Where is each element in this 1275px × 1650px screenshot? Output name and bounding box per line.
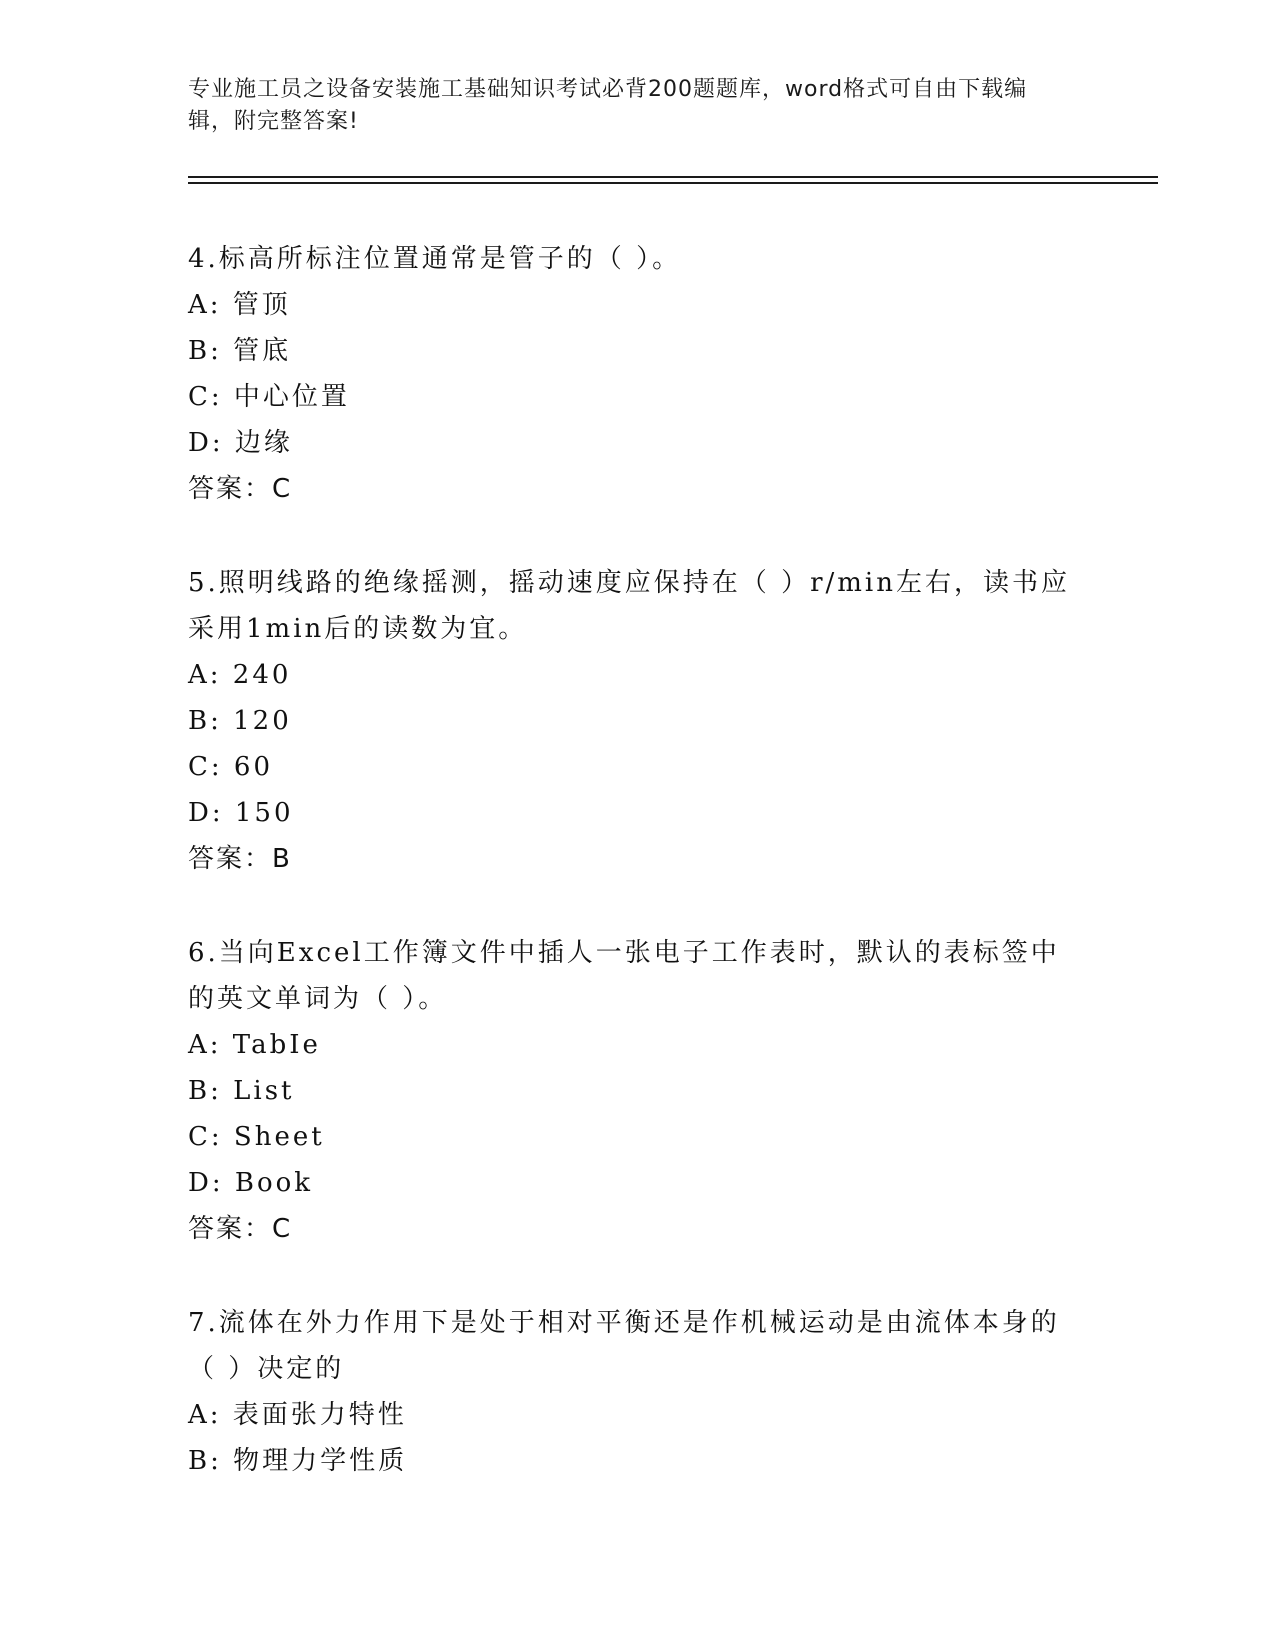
option-d: D: 边缘 xyxy=(188,428,293,458)
question-item xyxy=(188,236,1078,512)
question-stem: 6.当向Excel工作簿文件中插人一张电子工作表时，默认的表标签中的英文单词为（ ）。 xyxy=(188,938,1060,1014)
option-a: A: 表面张力特性 xyxy=(188,1400,407,1430)
document-header-title: 专业施工员之设备安装施工基础知识考试必背200题题库，word格式可自由下载编辑，附完整答案! xyxy=(188,77,1028,134)
option-b: B: 物理力学性质 xyxy=(188,1446,408,1476)
question-stem: 7.流体在外力作用下是处于相对平衡还是作机械运动是由流体本身的（ ）决定的 xyxy=(188,1308,1060,1384)
option-b: B: 120 xyxy=(188,706,292,736)
header-divider-bottom xyxy=(188,182,1158,184)
option-c: C: Sheet xyxy=(188,1122,325,1152)
option-d: D: Book xyxy=(188,1168,314,1198)
option-a: A: 管顶 xyxy=(188,290,291,320)
option-a: A: 240 xyxy=(188,660,292,690)
option-b: B: List xyxy=(188,1076,295,1106)
answer-line: 答案：C xyxy=(188,1214,293,1244)
question-stem: 5.照明线路的绝缘摇测，摇动速度应保持在（ ）r/min左右，读书应采用1min后的读数为宜。 xyxy=(188,568,1070,644)
option-b: B: 管底 xyxy=(188,336,292,366)
option-c: C: 中心位置 xyxy=(188,382,350,412)
question-item xyxy=(188,1300,1078,1484)
option-d: D: 150 xyxy=(188,798,294,828)
header-divider-top xyxy=(188,176,1158,178)
question-list xyxy=(188,236,1078,1532)
question-item xyxy=(188,930,1078,1252)
answer-line: 答案：C xyxy=(188,474,293,504)
answer-line: 答案：B xyxy=(188,844,292,874)
option-c: C: 60 xyxy=(188,752,274,782)
question-item xyxy=(188,560,1078,882)
question-stem: 4.标高所标注位置通常是管子的（ ）。 xyxy=(188,244,682,274)
option-a: A: TabIe xyxy=(188,1030,321,1060)
